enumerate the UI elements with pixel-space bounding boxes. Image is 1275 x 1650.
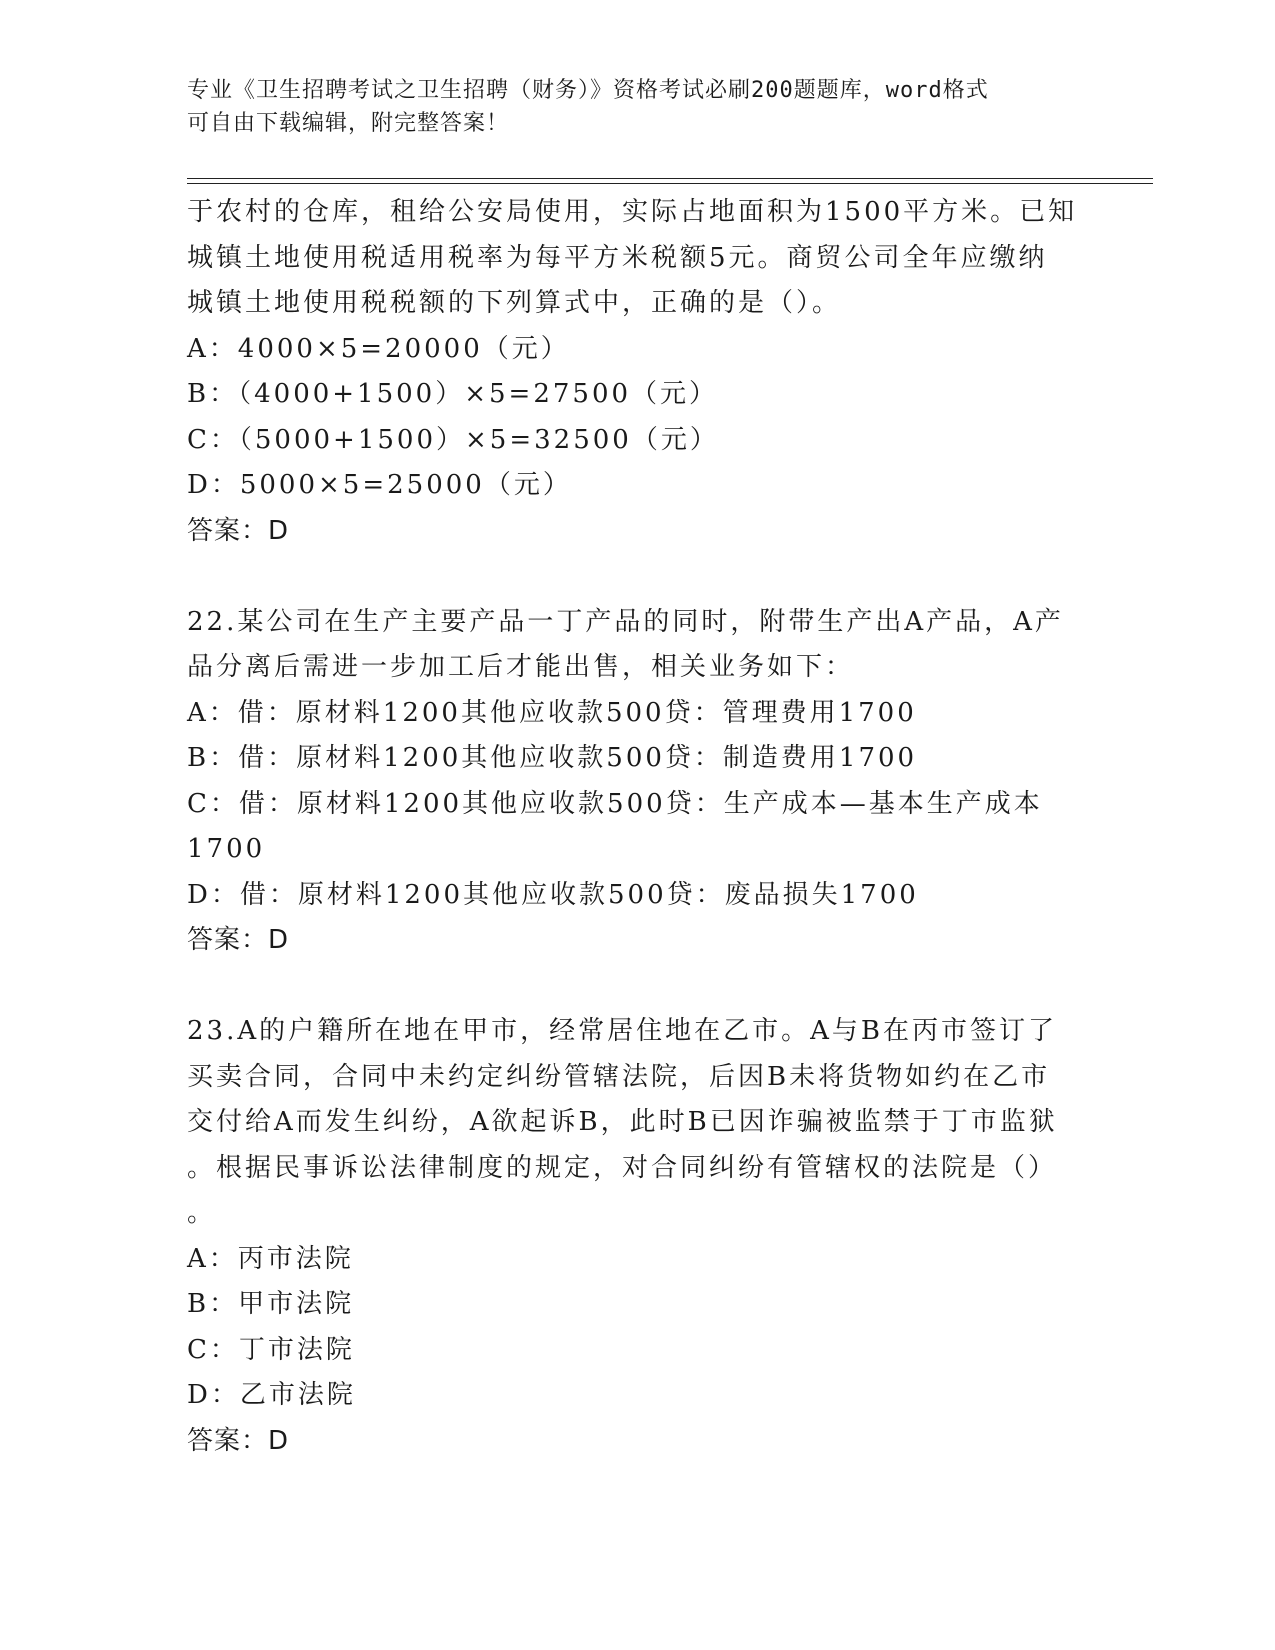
question-stem-line: 23.A的户籍所在地在甲市，经常居住地在乙市。A与B在丙市签订了 [187, 1016, 1058, 1046]
option-b: B：借：原材料1200其他应收款500贷：制造费用1700 [187, 743, 918, 773]
option-a: A：借：原材料1200其他应收款500贷：管理费用1700 [187, 697, 917, 728]
option-b: B：（4000+1500）×5=27500（元） [187, 379, 719, 409]
option-c-continued: 1700 [187, 834, 266, 864]
option-c: C：借：原材料1200其他应收款500贷：生产成本—基本生产成本 [187, 788, 1043, 819]
option-d: D：乙市法院 [187, 1380, 356, 1410]
answer-label: 答案：D [187, 515, 290, 546]
question-stem-line: 于农村的仓库，租给公安局使用，实际占地面积为1500平方米。已知 [187, 197, 1078, 227]
question-21 [187, 190, 1087, 554]
option-a: A：4000×5=20000（元） [187, 333, 570, 364]
question-stem-line: 。根据民事诉讼法律制度的规定，对合同纠纷有管辖权的法院是（） [187, 1152, 1058, 1183]
question-stem-line: 城镇土地使用税适用税率为每平方米税额5元。商贸公司全年应缴纳 [187, 242, 1048, 273]
question-spacer [187, 554, 1087, 600]
document-header [187, 74, 1087, 140]
question-stem-line: 城镇土地使用税税额的下列算式中，正确的是（）。 [187, 288, 842, 318]
header-title-line-2: 可自由下载编辑，附完整答案！ [187, 111, 510, 136]
question-spacer [187, 964, 1087, 1010]
question-23 [187, 1009, 1087, 1464]
option-d: D：5000×5=25000（元） [187, 470, 572, 500]
question-stem-line: 22.某公司在生产主要产品一丁产品的同时，附带生产出A产品，A产 [187, 606, 1064, 637]
question-22 [187, 600, 1087, 964]
option-d: D：借：原材料1200其他应收款500贷：废品损失1700 [187, 879, 919, 910]
answer-label: 答案：D [187, 1425, 290, 1456]
question-stem-line: 买卖合同，合同中未约定纠纷管辖法院，后因B未将货物如约在乙市 [187, 1061, 1051, 1092]
option-b: B：甲市法院 [187, 1289, 355, 1319]
option-c: C：（5000+1500）×5=32500（元） [187, 424, 719, 455]
header-divider-top [187, 178, 1153, 179]
option-c: C：丁市法院 [187, 1334, 355, 1365]
answer-label: 答案：D [187, 925, 290, 955]
question-stem-line: 品分离后需进一步加工后才能出售，相关业务如下： [187, 652, 855, 682]
question-stem-line: 交付给A而发生纠纷，A欲起诉B，此时B已因诈骗被监禁于丁市监狱 [187, 1107, 1058, 1137]
question-stem-line: 。 [187, 1198, 217, 1228]
question-content [187, 190, 1087, 1464]
option-a: A：丙市法院 [187, 1243, 354, 1274]
header-divider-bottom [187, 183, 1153, 184]
header-title-line-1: 专业《卫生招聘考试之卫生招聘（财务）》资格考试必刷200题题库，word格式 [187, 78, 989, 103]
